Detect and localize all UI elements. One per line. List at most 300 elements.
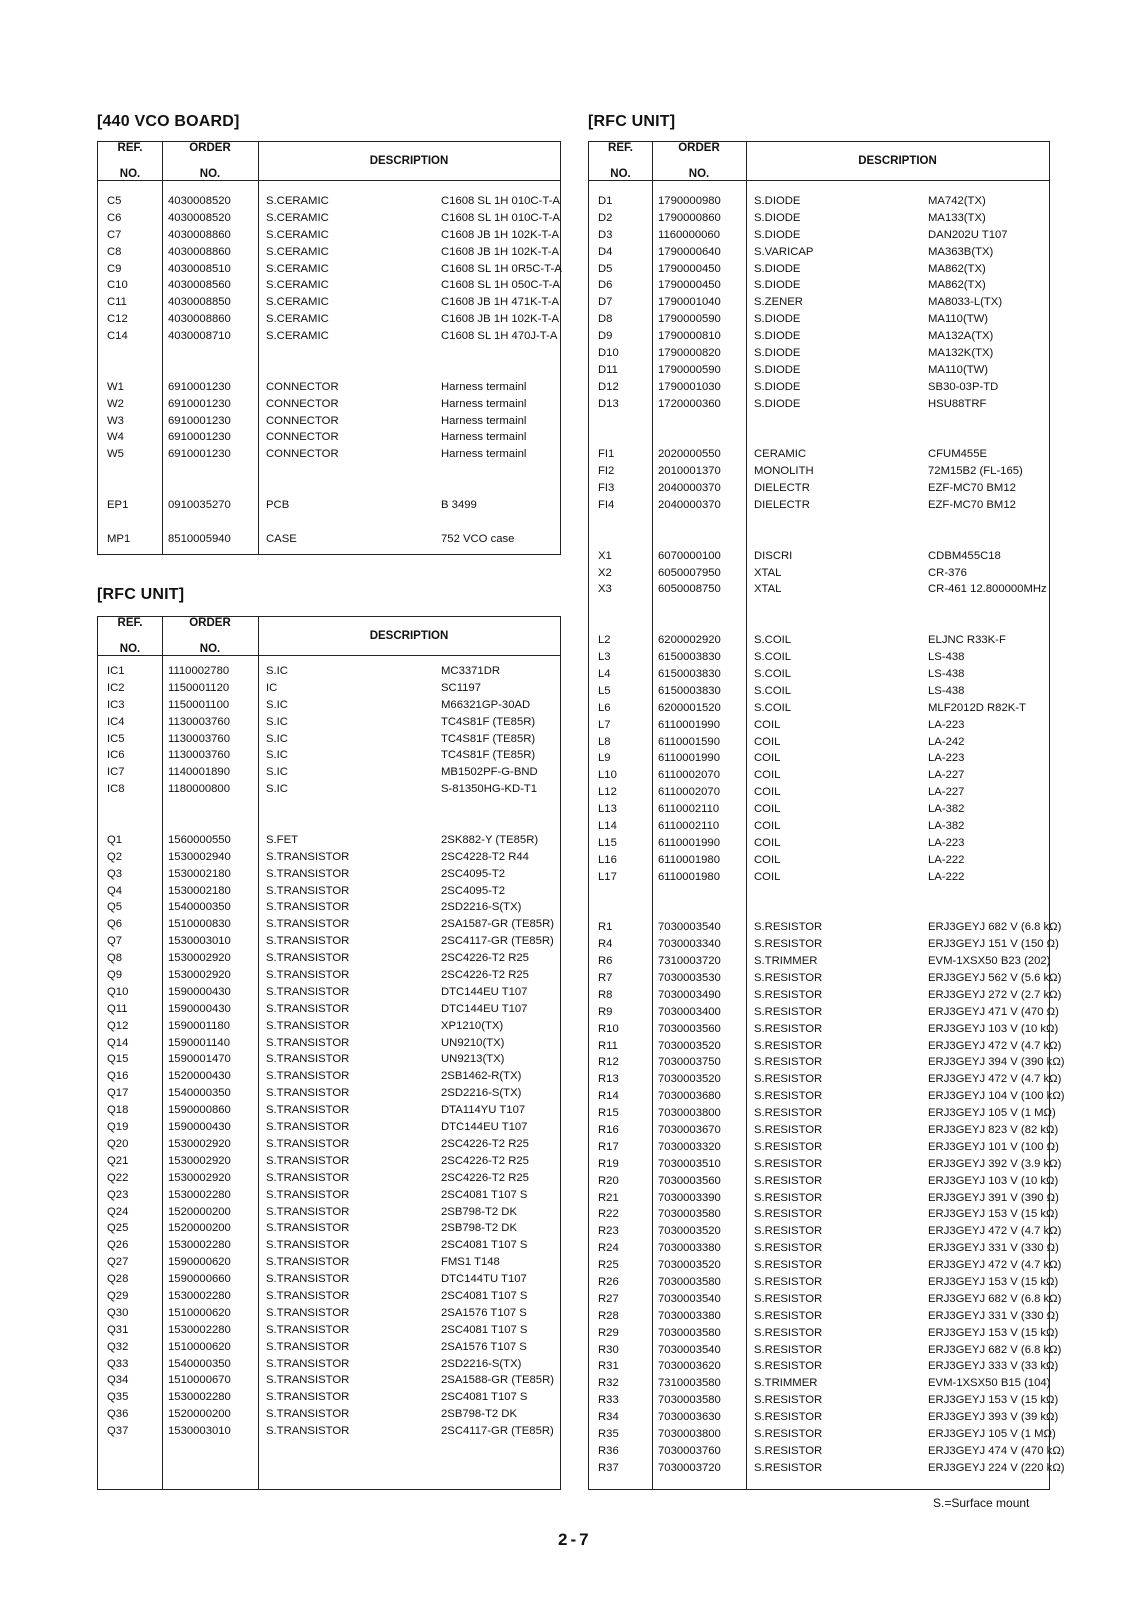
- table-row: [589, 700, 1049, 717]
- rfc-right-parts-table: [588, 141, 1065, 1490]
- order-cell: 1790000810: [658, 330, 721, 343]
- part-cell: S-81350HG-KD-T1: [441, 783, 538, 796]
- type-cell: S.RESISTOR: [754, 1039, 823, 1052]
- part-cell: C1608 SL 1H 0R5C-T-A: [441, 262, 562, 275]
- type-cell: S.DIODE: [754, 211, 801, 224]
- part-cell: ERJ3GEYJ 392 V (3.9 kΩ): [928, 1157, 1062, 1170]
- ref-cell: C9: [107, 262, 122, 275]
- ref-cell: IC5: [107, 732, 125, 745]
- order-cell: 7030003580: [658, 1394, 721, 1407]
- type-cell: S.TRANSISTOR: [266, 850, 350, 863]
- table-row: [98, 714, 560, 731]
- table-row: [589, 1004, 1059, 1021]
- type-cell: S.RESISTOR: [754, 1461, 823, 1474]
- part-cell: 2SB798-T2 DK: [441, 1205, 517, 1218]
- ref-cell: Q2: [107, 850, 123, 863]
- part-cell: CDBM455C18: [928, 549, 1001, 562]
- part-cell: DTC144EU T107: [441, 1121, 528, 1134]
- table-row: [98, 1423, 560, 1440]
- order-cell: 8510005940: [168, 532, 231, 545]
- table-row: [589, 1342, 1062, 1359]
- part-cell: XP1210(TX): [441, 1019, 504, 1032]
- order-cell: 4030008850: [168, 296, 231, 309]
- part-cell: ERJ3GEYJ 823 V (82 kΩ): [928, 1123, 1059, 1136]
- order-cell: 2040000370: [658, 482, 721, 495]
- ref-cell: R4: [598, 938, 613, 951]
- type-cell: S.CERAMIC: [266, 279, 329, 292]
- order-cell: 1590001140: [168, 1036, 230, 1049]
- ref-cell: C5: [107, 195, 122, 207]
- part-cell: ERJ3GEYJ 472 V (4.7 kΩ): [928, 1073, 1062, 1086]
- type-cell: S.RESISTOR: [754, 1343, 823, 1356]
- part-cell: ERJ3GEYJ 331 V (330 Ω): [928, 1242, 1059, 1255]
- table-row: [98, 261, 560, 278]
- type-cell: S.RESISTOR: [754, 1360, 823, 1373]
- type-cell: S.IC: [266, 698, 288, 711]
- ref-cell: Q33: [107, 1357, 129, 1370]
- type-cell: S.TRANSISTOR: [266, 1357, 350, 1370]
- part-cell: 2SD2216-S(TX): [441, 901, 522, 914]
- part-cell: MA8033-L(TX): [928, 296, 1003, 309]
- part-cell: ERJ3GEYJ 103 V (10 kΩ): [928, 1174, 1059, 1187]
- part-cell: LA-222: [928, 853, 965, 866]
- ref-cell: R19: [598, 1157, 619, 1170]
- order-cell: 7030003760: [658, 1444, 721, 1457]
- ref-cell: L5: [598, 684, 611, 697]
- type-cell: CONNECTOR: [266, 397, 339, 410]
- type-cell: S.CERAMIC: [266, 262, 329, 275]
- order-cell: 7030003580: [658, 1326, 721, 1339]
- ref-cell: C12: [107, 313, 128, 326]
- table-row: [589, 886, 1049, 903]
- part-cell: ERJ3GEYJ 391 V (390 Ω): [928, 1191, 1059, 1204]
- type-cell: S.DIODE: [754, 363, 801, 376]
- table-row: [589, 379, 1049, 396]
- ref-cell: IC1: [107, 665, 125, 677]
- type-cell: DISCRI: [754, 549, 793, 562]
- ref-cell: R30: [598, 1343, 619, 1356]
- ref-cell: R22: [598, 1208, 619, 1221]
- type-cell: PCB: [266, 499, 290, 512]
- type-cell: S.DIODE: [754, 279, 801, 292]
- ref-cell: W5: [107, 448, 124, 461]
- order-cell: 1530003010: [168, 1425, 231, 1438]
- ref-cell: Q3: [107, 867, 123, 880]
- order-cell: 1560000550: [168, 833, 231, 846]
- table-row: [589, 1105, 1056, 1122]
- ref-cell: Q6: [107, 918, 123, 931]
- ref-cell: Q27: [107, 1256, 129, 1269]
- type-cell: S.CERAMIC: [266, 330, 329, 343]
- type-cell: S.TRANSISTOR: [266, 1053, 350, 1066]
- type-cell: S.RESISTOR: [754, 988, 823, 1001]
- order-cell: 1530003010: [168, 935, 231, 948]
- part-cell: 2SC4081 T107 S: [441, 1289, 528, 1302]
- table-row: [589, 1173, 1059, 1190]
- part-cell: 2SC4081 T107 S: [441, 1239, 528, 1252]
- ref-cell: R9: [598, 1005, 613, 1018]
- type-cell: S.TRANSISTOR: [266, 901, 350, 914]
- type-cell: S.RESISTOR: [754, 1174, 823, 1187]
- ref-cell: Q36: [107, 1408, 129, 1421]
- part-cell: MA132K(TX): [928, 347, 994, 360]
- ref-cell: X2: [598, 566, 612, 579]
- type-cell: S.RESISTOR: [754, 1292, 823, 1305]
- ref-cell: R31: [598, 1360, 619, 1373]
- order-cell: 6110002110: [658, 803, 720, 816]
- table-header: [98, 142, 560, 181]
- order-cell: 0910035270: [168, 499, 231, 512]
- order-cell: 6110001590: [658, 735, 720, 748]
- part-cell: ERJ3GEYJ 105 V (1 MΩ): [928, 1107, 1056, 1120]
- table-row: [589, 1088, 1065, 1105]
- type-cell: S.IC: [266, 665, 288, 677]
- part-cell: MA742(TX): [928, 195, 986, 207]
- ref-cell: R20: [598, 1174, 619, 1187]
- table-row: [98, 798, 560, 815]
- order-cell: 7310003720: [658, 955, 721, 968]
- table-row: [589, 1460, 1065, 1477]
- part-cell: 2SB798-T2 DK: [441, 1408, 517, 1421]
- ref-cell: Q5: [107, 901, 123, 914]
- ref-cell: R8: [598, 988, 613, 1001]
- part-cell: ERJ3GEYJ 333 V (33 kΩ): [928, 1360, 1059, 1373]
- ref-cell: Q32: [107, 1340, 129, 1353]
- ref-cell: C11: [107, 296, 127, 309]
- order-cell: 7030003490: [658, 988, 721, 1001]
- type-cell: S.RESISTOR: [754, 971, 823, 984]
- order-cell: 4030008860: [168, 245, 231, 258]
- table-row: [98, 1339, 560, 1356]
- table-row: [589, 1206, 1059, 1223]
- order-cell: 7030003620: [658, 1360, 721, 1373]
- order-cell: 7030003520: [658, 1259, 721, 1272]
- table-header: [589, 142, 1049, 181]
- table-row: [589, 1274, 1059, 1291]
- part-cell: CR-376: [928, 566, 967, 579]
- table-row: [589, 1054, 1065, 1071]
- table-row: [589, 210, 1049, 227]
- table-row: [589, 615, 1049, 632]
- type-cell: S.DIODE: [754, 347, 801, 360]
- ref-cell: R15: [598, 1107, 619, 1120]
- type-cell: CONNECTOR: [266, 414, 339, 427]
- order-cell: 1720000360: [658, 397, 721, 410]
- ref-no-header: REF. NO.: [117, 616, 143, 655]
- ref-cell: R6: [598, 955, 613, 968]
- type-cell: S.TRIMMER: [754, 955, 818, 968]
- part-cell: ERJ3GEYJ 153 V (15 kΩ): [928, 1276, 1059, 1288]
- order-cell: 7030003320: [658, 1140, 721, 1153]
- type-cell: S.RESISTOR: [754, 1242, 823, 1255]
- type-cell: S.RESISTOR: [754, 1056, 823, 1069]
- order-cell: 7310003580: [658, 1377, 721, 1390]
- type-cell: S.TRANSISTOR: [266, 1222, 350, 1235]
- ref-cell: R35: [598, 1428, 619, 1441]
- order-cell: 1590000620: [168, 1256, 231, 1269]
- type-cell: CONNECTOR: [266, 431, 339, 444]
- type-cell: S.RESISTOR: [754, 1022, 823, 1035]
- part-cell: 2SD2216-S(TX): [441, 1357, 522, 1370]
- type-cell: S.RESISTOR: [754, 1005, 823, 1018]
- part-cell: 2SC4226-T2 R25: [441, 969, 529, 982]
- ref-cell: Q7: [107, 935, 123, 948]
- ref-cell: R29: [598, 1326, 619, 1339]
- ref-cell: Q35: [107, 1391, 129, 1404]
- part-cell: LA-223: [928, 836, 965, 849]
- type-cell: S.TRANSISTOR: [266, 1425, 350, 1438]
- type-cell: CONNECTOR: [266, 448, 339, 461]
- table-row: [98, 531, 560, 548]
- table-row: [589, 1426, 1056, 1443]
- table-row: [98, 883, 560, 900]
- type-cell: COIL: [754, 769, 781, 782]
- ref-cell: L3: [598, 651, 611, 664]
- order-cell: 6070000100: [658, 549, 721, 562]
- table-row: [98, 747, 560, 764]
- table-row: [589, 1156, 1062, 1173]
- order-cell: 1520000200: [168, 1222, 231, 1235]
- order-cell: 1530002280: [168, 1391, 231, 1404]
- part-cell: MB1502PF-G-BND: [441, 766, 538, 779]
- table-row: [98, 1051, 560, 1068]
- table-row: [98, 227, 560, 244]
- type-cell: S.TRANSISTOR: [266, 952, 350, 965]
- part-cell: EVM-1XSX50 B15 (104): [928, 1377, 1051, 1390]
- order-cell: 6910001230: [168, 380, 231, 393]
- order-cell: 4030008520: [168, 211, 231, 224]
- type-cell: DIELECTR: [754, 499, 810, 512]
- type-cell: COIL: [754, 803, 781, 816]
- order-no-header: ORDER NO.: [189, 616, 231, 655]
- part-cell: MA862(TX): [928, 262, 986, 275]
- part-cell: Harness termainl: [441, 431, 527, 444]
- table-row: [98, 1389, 560, 1406]
- ref-cell: FI3: [598, 482, 615, 495]
- ref-cell: Q29: [107, 1289, 129, 1302]
- type-cell: IC: [266, 681, 278, 694]
- ref-cell: Q11: [107, 1002, 128, 1015]
- table-row: [98, 1220, 560, 1237]
- type-cell: COIL: [754, 786, 781, 799]
- type-cell: S.TRANSISTOR: [266, 884, 350, 897]
- type-cell: CERAMIC: [754, 448, 807, 461]
- order-cell: 1130003760: [168, 749, 230, 762]
- table-row: [98, 1187, 560, 1204]
- ref-cell: IC7: [107, 766, 125, 779]
- ref-cell: IC8: [107, 783, 125, 796]
- type-cell: S.ZENER: [754, 296, 803, 309]
- order-cell: 1790000450: [658, 279, 721, 292]
- ref-cell: D12: [598, 380, 619, 393]
- table-row: [98, 1001, 560, 1018]
- table-row: [589, 1122, 1059, 1139]
- type-cell: S.CERAMIC: [266, 195, 329, 207]
- table-row: [589, 818, 1049, 835]
- ref-cell: R16: [598, 1123, 619, 1136]
- table-row: [98, 866, 560, 883]
- order-cell: 6110001980: [658, 853, 720, 866]
- type-cell: S.TRANSISTOR: [266, 935, 350, 948]
- ref-cell: IC6: [107, 749, 125, 762]
- part-cell: ERJ3GEYJ 105 V (1 MΩ): [928, 1428, 1056, 1441]
- ref-cell: D2: [598, 211, 613, 224]
- table-row: [589, 362, 1049, 379]
- part-cell: CR-461 12.800000MHz: [928, 583, 1047, 596]
- part-cell: C1608 SL 1H 470J-T-A: [441, 330, 558, 343]
- ref-cell: Q9: [107, 969, 123, 982]
- order-cell: 1150001100: [168, 698, 230, 711]
- type-cell: S.TRANSISTOR: [266, 1171, 350, 1184]
- part-cell: C1608 SL 1H 010C-T-A: [441, 195, 560, 207]
- ref-cell: Q1: [107, 833, 123, 846]
- table-row: [98, 1372, 560, 1389]
- order-cell: 7030003400: [658, 1005, 721, 1018]
- type-cell: S.COIL: [754, 651, 792, 664]
- order-cell: 6110001980: [658, 870, 720, 883]
- table-row: [589, 1257, 1062, 1274]
- ref-cell: L16: [598, 853, 617, 866]
- part-cell: SC1197: [441, 681, 481, 694]
- ref-cell: C10: [107, 279, 128, 292]
- table-row: [589, 227, 1049, 244]
- type-cell: S.TRANSISTOR: [266, 1137, 350, 1150]
- order-cell: 1530002180: [168, 884, 231, 897]
- table-row: [98, 916, 560, 933]
- part-cell: LA-223: [928, 718, 965, 731]
- ref-cell: R28: [598, 1309, 619, 1322]
- table-row: [98, 1035, 560, 1052]
- order-cell: 1520000430: [168, 1070, 231, 1083]
- table-row: [589, 463, 1049, 480]
- part-cell: MA133(TX): [928, 211, 986, 224]
- description-header: DESCRIPTION: [369, 629, 449, 642]
- table-row: [589, 497, 1049, 514]
- type-cell: S.RESISTOR: [754, 1208, 823, 1221]
- table-header: [98, 617, 560, 656]
- type-cell: S.DIODE: [754, 380, 801, 393]
- type-cell: S.TRANSISTOR: [266, 1154, 350, 1167]
- order-cell: 1540000350: [168, 1357, 231, 1370]
- order-cell: 1530002180: [168, 867, 231, 880]
- order-cell: 2020000550: [658, 448, 721, 461]
- order-cell: 1790000590: [658, 363, 721, 376]
- type-cell: S.COIL: [754, 634, 792, 647]
- order-cell: 1790000860: [658, 211, 721, 224]
- page-number: 2-7: [558, 1530, 592, 1549]
- table-row: [589, 801, 1049, 818]
- ref-cell: Q17: [107, 1087, 129, 1100]
- table-row: [589, 784, 1049, 801]
- order-cell: 1520000200: [168, 1205, 231, 1218]
- ref-cell: Q15: [107, 1053, 129, 1066]
- table-row: [98, 294, 560, 311]
- ref-cell: R27: [598, 1292, 619, 1305]
- ref-cell: D5: [598, 262, 613, 275]
- type-cell: S.TRANSISTOR: [266, 969, 350, 982]
- order-cell: 1590000430: [168, 1121, 231, 1134]
- order-cell: 7030003390: [658, 1191, 721, 1204]
- table-row: [589, 1190, 1059, 1207]
- order-cell: 1790001030: [658, 380, 721, 393]
- part-cell: LA-227: [928, 786, 965, 799]
- type-cell: S.RESISTOR: [754, 1157, 823, 1170]
- order-cell: 1530002920: [168, 969, 231, 982]
- type-cell: COIL: [754, 870, 781, 883]
- ref-cell: Q31: [107, 1323, 129, 1336]
- table-row: [98, 328, 560, 345]
- order-cell: 1110002780: [168, 665, 230, 677]
- order-cell: 7030003750: [658, 1056, 721, 1069]
- type-cell: S.IC: [266, 749, 288, 762]
- table-row: [589, 328, 1049, 345]
- ref-cell: L13: [598, 803, 617, 816]
- ref-cell: D13: [598, 397, 619, 410]
- part-cell: 2SC4228-T2 R44: [441, 850, 529, 863]
- table-row: [98, 244, 560, 261]
- part-cell: EZF-MC70 BM12: [928, 482, 1016, 495]
- type-cell: DIELECTR: [754, 482, 810, 495]
- order-cell: 6910001230: [168, 414, 231, 427]
- order-cell: 4030008510: [168, 262, 231, 275]
- order-cell: 2040000370: [658, 499, 721, 512]
- table-row: [589, 480, 1049, 497]
- order-cell: 7030003630: [658, 1411, 721, 1424]
- type-cell: S.TRANSISTOR: [266, 1104, 350, 1117]
- table-row: [589, 413, 1049, 430]
- table-row: [589, 244, 1049, 261]
- order-cell: 6110002110: [658, 819, 720, 832]
- part-cell: 2SA1576 T107 S: [441, 1340, 527, 1353]
- ref-cell: D8: [598, 313, 613, 326]
- table-row: [589, 734, 1049, 751]
- part-cell: EVM-1XSX50 B23 (202): [928, 955, 1051, 968]
- order-cell: 7030003540: [658, 921, 721, 934]
- table-row: [589, 1223, 1062, 1240]
- type-cell: COIL: [754, 836, 781, 849]
- order-cell: 1130003760: [168, 732, 230, 745]
- order-cell: 6910001230: [168, 431, 231, 444]
- type-cell: XTAL: [754, 566, 782, 579]
- type-cell: S.TRANSISTOR: [266, 1036, 350, 1049]
- ref-cell: Q37: [107, 1425, 129, 1438]
- table-row: [98, 663, 560, 680]
- ref-cell: Q20: [107, 1137, 129, 1150]
- order-cell: 2010001370: [658, 465, 721, 478]
- ref-cell: W2: [107, 397, 124, 410]
- part-cell: MA363B(TX): [928, 245, 994, 258]
- table-row: [589, 514, 1049, 531]
- order-cell: 1590001180: [168, 1019, 230, 1032]
- part-cell: C1608 JB 1H 102K-T-A: [441, 228, 560, 241]
- ref-cell: FI2: [598, 465, 615, 478]
- rfc-right-section-title: [RFC UNIT]: [588, 113, 676, 130]
- table-row: [98, 1237, 560, 1254]
- order-cell: 6110001990: [658, 752, 720, 765]
- type-cell: S.COIL: [754, 701, 792, 714]
- table-row: [589, 1358, 1059, 1375]
- type-cell: S.DIODE: [754, 262, 801, 275]
- part-cell: 2SB798-T2 DK: [441, 1222, 517, 1235]
- type-cell: S.TRANSISTOR: [266, 1374, 350, 1387]
- table-row: [98, 1170, 560, 1187]
- ref-cell: D10: [598, 347, 619, 360]
- part-cell: FMS1 T148: [441, 1256, 500, 1269]
- part-cell: ERJ3GEYJ 104 V (100 kΩ): [928, 1090, 1065, 1103]
- table-row: [98, 1288, 560, 1305]
- type-cell: S.FET: [266, 833, 299, 846]
- table-row: [98, 396, 560, 413]
